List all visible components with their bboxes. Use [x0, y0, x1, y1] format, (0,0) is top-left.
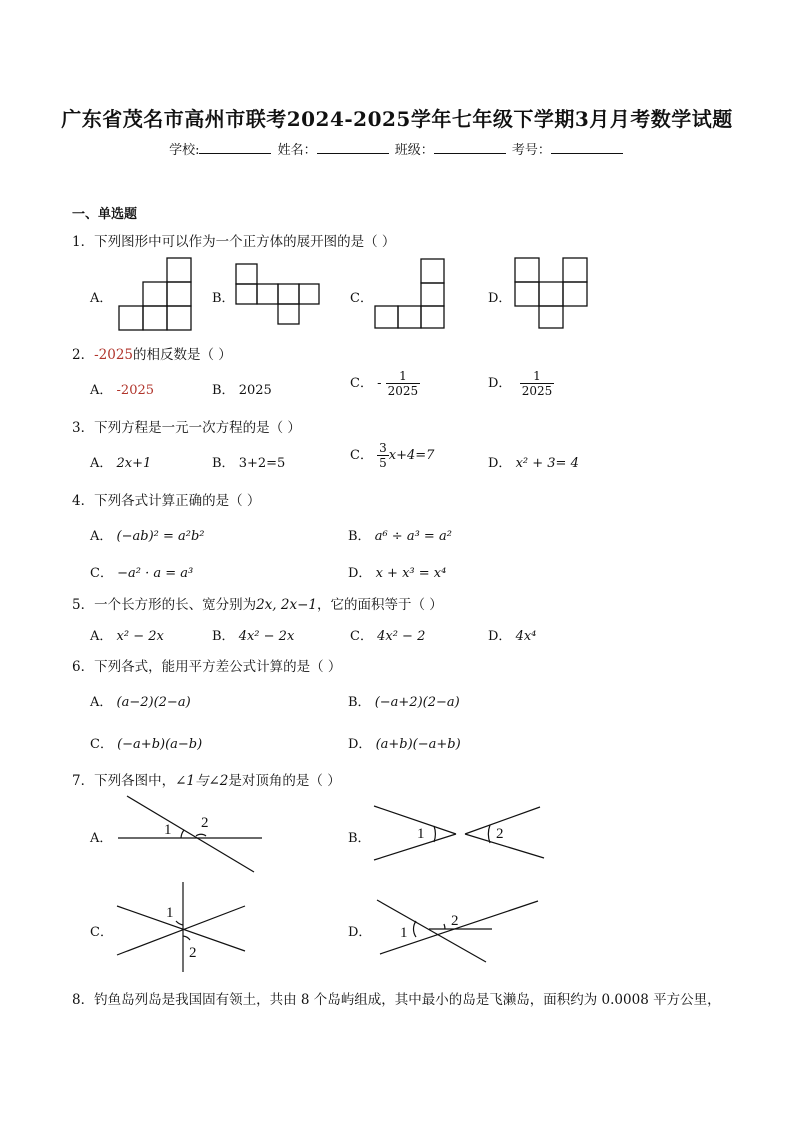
option-label: B．: [348, 529, 371, 544]
option-label: C．: [350, 376, 373, 391]
fig-c-label-2: 2: [189, 945, 197, 961]
option-label: D．: [348, 566, 372, 581]
stem-math: 2x, 2x−1: [256, 597, 317, 613]
q7-option-b-label[interactable]: B．: [348, 831, 371, 846]
name-label: 姓名：: [277, 143, 317, 158]
angle-figure-c: [117, 882, 245, 972]
option-value: x² + 3= 4: [515, 456, 579, 471]
stem-math: ∠1与∠2: [175, 773, 229, 789]
option-label: B．: [212, 383, 235, 398]
fig-b-label-2: 2: [496, 826, 504, 842]
option-label: B．: [348, 695, 371, 710]
angle-figure-b: [374, 806, 544, 860]
question-4-stem: 4．下列各式计算正确的是（ ）: [72, 493, 261, 509]
number-label: 考号：: [511, 143, 551, 158]
option-value: a⁶ ÷ a³ = a²: [374, 529, 452, 544]
option-value: -2025: [116, 383, 155, 398]
q7-option-a-label[interactable]: A．: [90, 831, 113, 846]
option-label: B．: [212, 629, 235, 644]
option-value: −a² · a = a³: [117, 566, 194, 581]
fig-d-label-2: 2: [451, 913, 459, 929]
denominator: 5: [379, 456, 387, 470]
fig-d-label-1: 1: [400, 925, 408, 941]
denominator: 2025: [387, 384, 419, 398]
option-label: C．: [350, 448, 373, 463]
q2-number: 2．: [72, 347, 95, 363]
option-value: 4x⁴: [515, 629, 537, 644]
fig-b-label-1: 1: [417, 826, 425, 842]
fig-a-label-2: 2: [201, 815, 209, 831]
stem-text: 是对顶角的是（ ）: [228, 773, 341, 789]
option-value: 3+2=5: [238, 456, 286, 471]
option-label: B．: [212, 456, 235, 471]
page-title: 广东省茂名市高州市联考2024-2025学年七年级下学期3月月考数学试题: [61, 107, 733, 131]
option-label: A．: [90, 695, 113, 710]
question-1-stem: 1．下列图形中可以作为一个正方体的展开图的是（ ）: [72, 234, 396, 250]
q7-option-c-label[interactable]: C．: [90, 925, 113, 940]
option-value: (a−2)(2−a): [116, 695, 191, 710]
stem-text: ，它的面积等于（ ）: [316, 597, 443, 613]
option-label: C．: [90, 566, 113, 581]
question-3-stem: 3．下列方程是一元一次方程的是（ ）: [72, 420, 301, 436]
option-label: A．: [90, 629, 113, 644]
fig-c-label-1: 1: [166, 905, 174, 921]
option-value: (a+b)(−a+b): [375, 737, 461, 752]
q1-option-c-label[interactable]: C．: [350, 291, 373, 306]
numerator: 1: [520, 369, 555, 384]
option-value: 2x+1: [116, 456, 152, 471]
option-label: A．: [90, 529, 113, 544]
fig-a-label-1: 1: [164, 822, 172, 838]
option-value: (−a+2)(2−a): [374, 695, 460, 710]
numerator: 1: [386, 369, 421, 384]
school-label: 学校:: [169, 143, 200, 158]
section-title: 一、单选题: [72, 207, 138, 222]
question-6-stem: 6．下列各式，能用平方差公式计算的是（ ）: [72, 659, 342, 675]
q2-text: 的相反数是（ ）: [133, 347, 232, 363]
q1-option-a-label[interactable]: A．: [90, 291, 113, 306]
stem-text: 5．一个长方形的长、宽分别为: [72, 597, 257, 613]
option-value: (−ab)² = a²b²: [116, 529, 205, 544]
stem-text: 7．下列各图中，: [72, 773, 176, 789]
option-label: A．: [90, 456, 113, 471]
numerator: 3: [379, 441, 387, 455]
q7-option-d-label[interactable]: D．: [348, 925, 372, 940]
option-value: x+4=7: [388, 448, 435, 463]
q1-option-b-label[interactable]: B．: [212, 291, 235, 306]
q2-math: -2025: [94, 347, 134, 363]
option-value: x² − 2x: [116, 629, 164, 644]
option-sign: -: [377, 376, 382, 391]
option-label: D．: [348, 737, 372, 752]
angle-figure-a: [118, 796, 262, 872]
option-value: x + x³ = x⁴: [375, 566, 447, 581]
question-8-stem: 8．钓鱼岛列岛是我国固有领土，共由 8 个岛屿组成，其中最小的岛是飞濑岛，面积约为 0.0008 平方公里，: [72, 992, 721, 1008]
denominator: 2025: [521, 384, 553, 398]
option-value: 2025: [238, 383, 272, 398]
q1-option-d-label[interactable]: D．: [488, 291, 512, 306]
option-label: D．: [488, 629, 512, 644]
option-label: C．: [90, 737, 113, 752]
option-label: A．: [90, 383, 113, 398]
option-label: D．: [488, 376, 512, 391]
option-value: 4x² − 2x: [238, 629, 295, 644]
option-label: D．: [488, 456, 512, 471]
option-value: 4x² − 2: [377, 629, 426, 644]
option-value: (−a+b)(a−b): [117, 737, 203, 752]
class-label: 班级：: [394, 143, 434, 158]
option-label: C．: [350, 629, 373, 644]
